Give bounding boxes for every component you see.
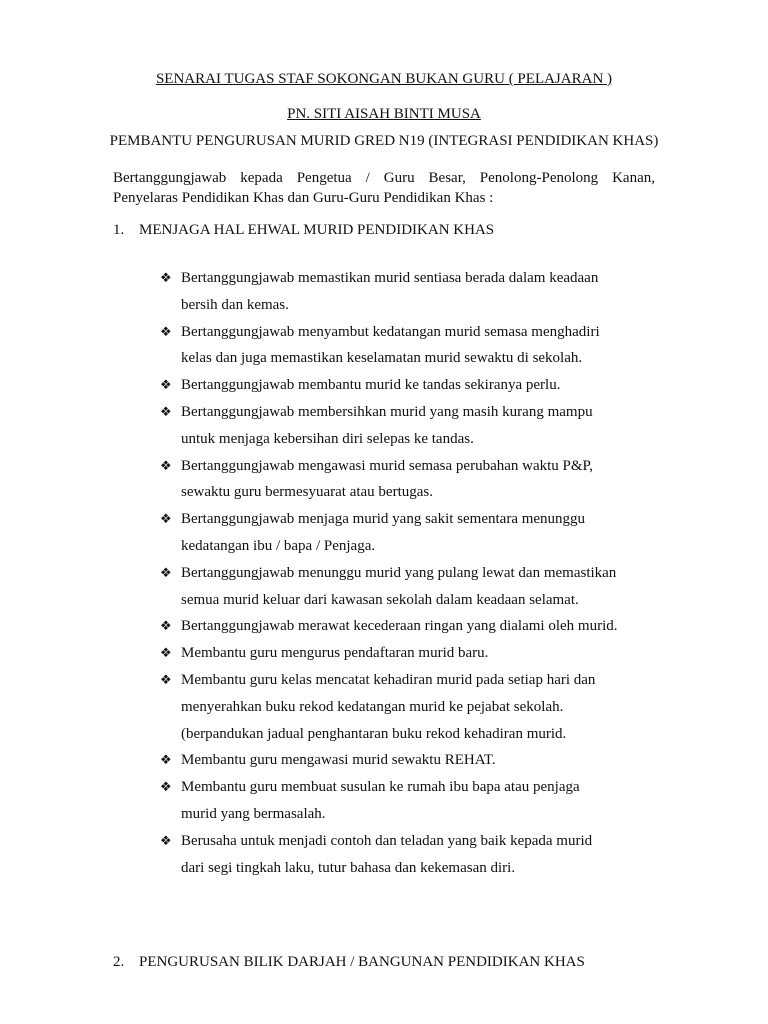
- staff-name: PN. SITI AISAH BINTI MUSA: [287, 106, 481, 122]
- list-item: [160, 560, 618, 614]
- diamond-bullet-icon: ❖: [160, 323, 172, 339]
- document-title: SENARAI TUGAS STAF SOKONGAN BUKAN GURU ( PELAJARAN ): [155, 71, 613, 87]
- diamond-bullet-icon: ❖: [160, 645, 172, 661]
- section-number: 2.: [113, 954, 125, 970]
- list-item-line: Membantu guru mengurus pendaftaran murid baru.: [181, 645, 489, 662]
- list-item-line: murid yang bermasalah.: [181, 805, 326, 822]
- diamond-bullet-icon: ❖: [160, 377, 172, 393]
- list-item-line: Bertanggungjawab membantu murid ke tandas sekiranya perlu.: [181, 377, 561, 394]
- list-item-line: kelas dan juga memastikan keselamatan murid sewaktu di sekolah.: [181, 350, 583, 367]
- list-item-line: dari segi tingkah laku, tutur bahasa dan kekemasan diri.: [181, 859, 516, 876]
- list-item: [160, 613, 618, 640]
- position-title: PEMBANTU PENGURUSAN MURID GRED N19 (INTEGRASI PENDIDIKAN KHAS): [109, 133, 659, 149]
- list-item: [160, 774, 618, 828]
- list-item: [160, 453, 618, 507]
- list-item-line: Membantu guru mengawasi murid sewaktu REHAT.: [181, 752, 496, 769]
- section-title: MENJAGA HAL EHWAL MURID PENDIDIKAN KHAS: [139, 222, 495, 238]
- section-title: PENGURUSAN BILIK DARJAH / BANGUNAN PENDIDIKAN KHAS: [139, 954, 585, 970]
- diamond-bullet-icon: ❖: [160, 752, 172, 768]
- list-item: [160, 506, 618, 560]
- list-item: [160, 319, 618, 373]
- section-heading-1: [113, 222, 494, 239]
- diamond-bullet-icon: ❖: [160, 618, 172, 634]
- diamond-bullet-icon: ❖: [160, 832, 172, 848]
- list-item-line: kedatangan ibu / bapa / Penjaga.: [181, 537, 376, 554]
- list-item-line: sewaktu guru bermesyuarat atau bertugas.: [181, 484, 433, 501]
- list-item: [160, 640, 618, 667]
- diamond-bullet-icon: ❖: [160, 511, 172, 527]
- list-item-line: Membantu guru membuat susulan ke rumah ibu bapa atau penjaga: [181, 779, 580, 796]
- list-item-line: Bertanggungjawab menjaga murid yang sakit sementara menunggu: [181, 511, 586, 528]
- list-item: [160, 372, 618, 399]
- diamond-bullet-icon: ❖: [160, 779, 172, 795]
- list-item: [160, 265, 618, 319]
- list-item-line: Bertanggungjawab mengawasi murid semasa perubahan waktu P&P,: [181, 457, 593, 474]
- list-item-line: Bertanggungjawab merawat kecederaan ringan yang dialami oleh murid.: [181, 618, 618, 635]
- list-item-line: Bertanggungjawab menunggu murid yang pulang lewat dan memastikan: [181, 564, 617, 581]
- section-number: 1.: [113, 222, 125, 238]
- list-item-line: bersih dan kemas.: [181, 296, 289, 313]
- diamond-bullet-icon: ❖: [160, 270, 172, 285]
- list-item-line: Bertanggungjawab memastikan murid sentiasa berada dalam keadaan: [181, 270, 599, 286]
- diamond-bullet-icon: ❖: [160, 564, 172, 580]
- list-item-line: Berusaha untuk menjadi contoh dan teladan yang baik kepada murid: [181, 832, 593, 849]
- list-item-line: Bertanggungjawab menyambut kedatangan murid semasa menghadiri: [181, 323, 600, 340]
- intro-paragraph: [113, 168, 655, 208]
- list-item-line: semua murid keluar dari kawasan sekolah dalam keadaan selamat.: [181, 591, 579, 608]
- list-item-line: (berpandukan jadual penghantaran buku rekod kehadiran murid.: [181, 725, 567, 742]
- diamond-bullet-icon: ❖: [160, 671, 172, 687]
- list-item: [160, 828, 618, 882]
- intro-line: Penyelaras Pendidikan Khas dan Guru-Guru Pendidikan Khas :: [113, 190, 494, 206]
- duties-list: [160, 265, 618, 881]
- list-item-line: Membantu guru kelas mencatat kehadiran murid pada setiap hari dan: [181, 671, 596, 688]
- list-item-line: Bertanggungjawab membersihkan murid yang masih kurang mampu: [181, 403, 593, 420]
- list-item-line: untuk menjaga kebersihan diri selepas ke tandas.: [181, 430, 474, 447]
- intro-line: Bertanggungjawab kepada Pengetua / Guru Besar, Penolong-Penolong Kanan,: [113, 170, 655, 186]
- list-item: [160, 399, 618, 453]
- section-heading-2: [113, 954, 585, 971]
- list-item-line: menyerahkan buku rekod kedatangan murid ke pejabat sekolah.: [181, 698, 564, 715]
- list-item: [160, 667, 618, 747]
- diamond-bullet-icon: ❖: [160, 457, 172, 473]
- diamond-bullet-icon: ❖: [160, 403, 172, 419]
- list-item: [160, 747, 618, 774]
